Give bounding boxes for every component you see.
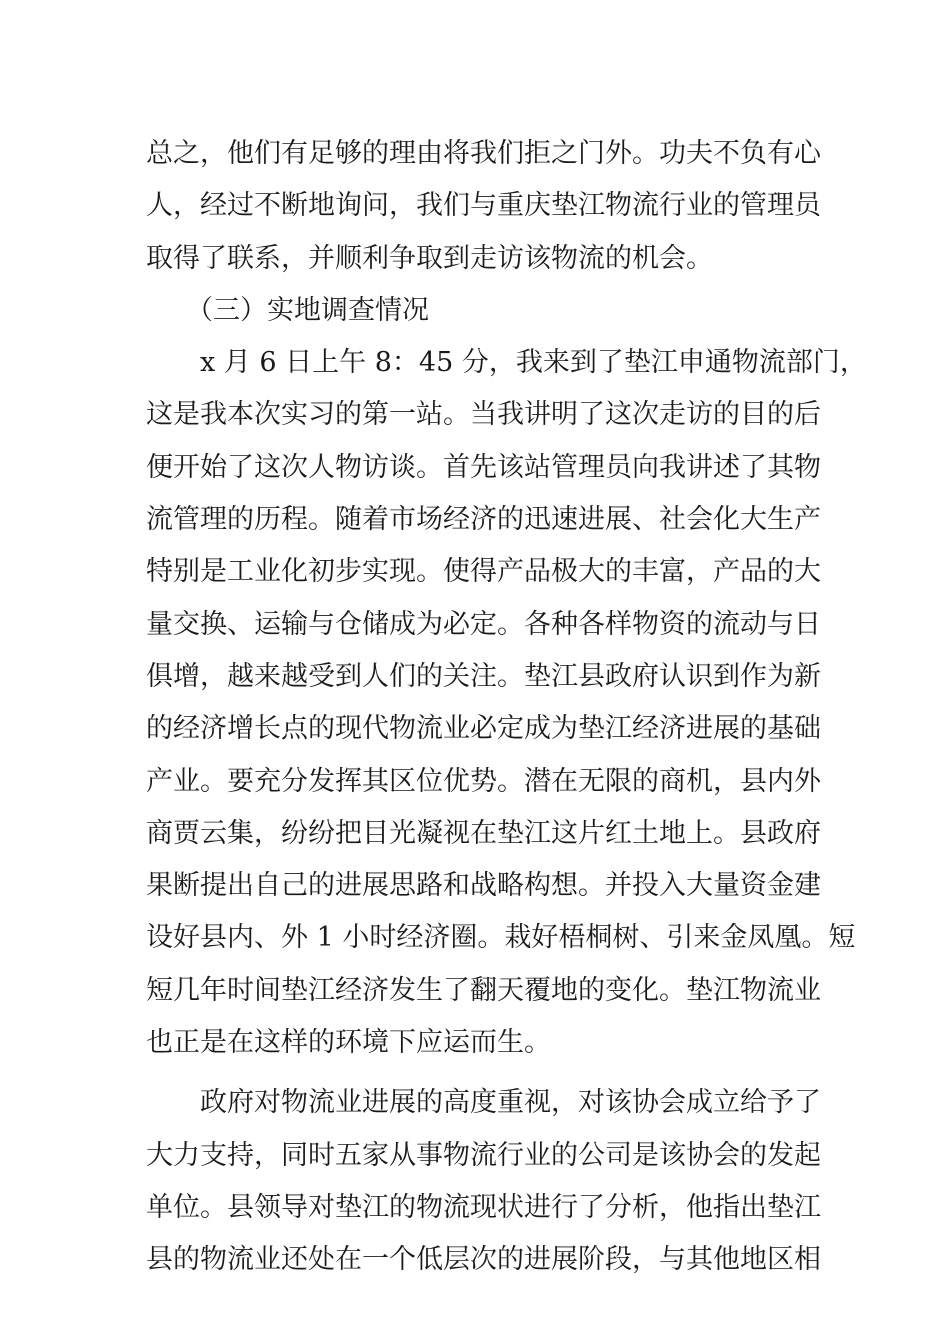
text-line: 商贾云集，纷纷把目光凝视在垫江这片红土地上。县政府 (146, 817, 821, 849)
text-line: 流管理的历程。随着市场经济的迅速进展、社会化大生产 (146, 504, 821, 536)
text-line: 短几年时间垫江经济发生了翻天覆地的变化。垫江物流业 (146, 974, 821, 1006)
section-heading (146, 285, 806, 337)
text-line: 便开始了这次人物访谈。首先该站管理员向我讲述了其物 (146, 451, 821, 483)
text-line: 量交换、运输与仓储成为必定。各种各样物资的流动与日 (146, 608, 821, 640)
paragraph-1 (146, 128, 821, 285)
section-heading-text: （三）实地调查情况 (186, 294, 429, 326)
text-line: 也正是在这样的环境下应运而生。 (146, 1027, 551, 1059)
paragraph-spacer (146, 1069, 806, 1077)
text-line: 取得了联系，并顺利争取到走访该物流的机会。 (146, 242, 713, 274)
document-body (146, 128, 867, 1287)
text-line: 大力支持，同时五家从事物流行业的公司是该协会的发起 (146, 1139, 821, 1171)
text-line: 设好县内、外 1 小时经济圈。栽好梧桐树、引来金凤凰。短 (146, 922, 856, 954)
text-line: 特别是工业化初步实现。使得产品极大的丰富，产品的大 (146, 556, 821, 588)
paragraph-2 (146, 337, 867, 1069)
text-line: 单位。县领导对垫江的物流现状进行了分析，他指出垫江 (146, 1191, 821, 1223)
paragraph-3 (146, 1077, 821, 1286)
text-line: 政府对物流业进展的高度重视，对该协会成立给予了 (200, 1087, 821, 1119)
text-line: 人，经过不断地询问，我们与重庆垫江物流行业的管理员 (146, 190, 821, 222)
text-line: 产业。要充分发挥其区位优势。潜在无限的商机，县内外 (146, 765, 821, 797)
text-line: 的经济增长点的现代物流业必定成为垫江经济进展的基础 (146, 713, 821, 745)
text-line: 总之，他们有足够的理由将我们拒之门外。功夫不负有心 (146, 138, 821, 169)
text-line: 俱增，越来越受到人们的关注。垫江县政府认识到作为新 (146, 660, 821, 692)
text-line: 这是我本次实习的第一站。当我讲明了这次走访的目的后 (146, 399, 821, 431)
text-line: 县的物流业还处在一个低层次的进展阶段，与其他地区相 (146, 1244, 821, 1276)
text-line: 果断提出自己的进展思路和战略构想。并投入大量资金建 (146, 870, 821, 902)
text-line: x 月 6 日上午 8：45 分，我来到了垫江申通物流部门， (200, 347, 867, 379)
